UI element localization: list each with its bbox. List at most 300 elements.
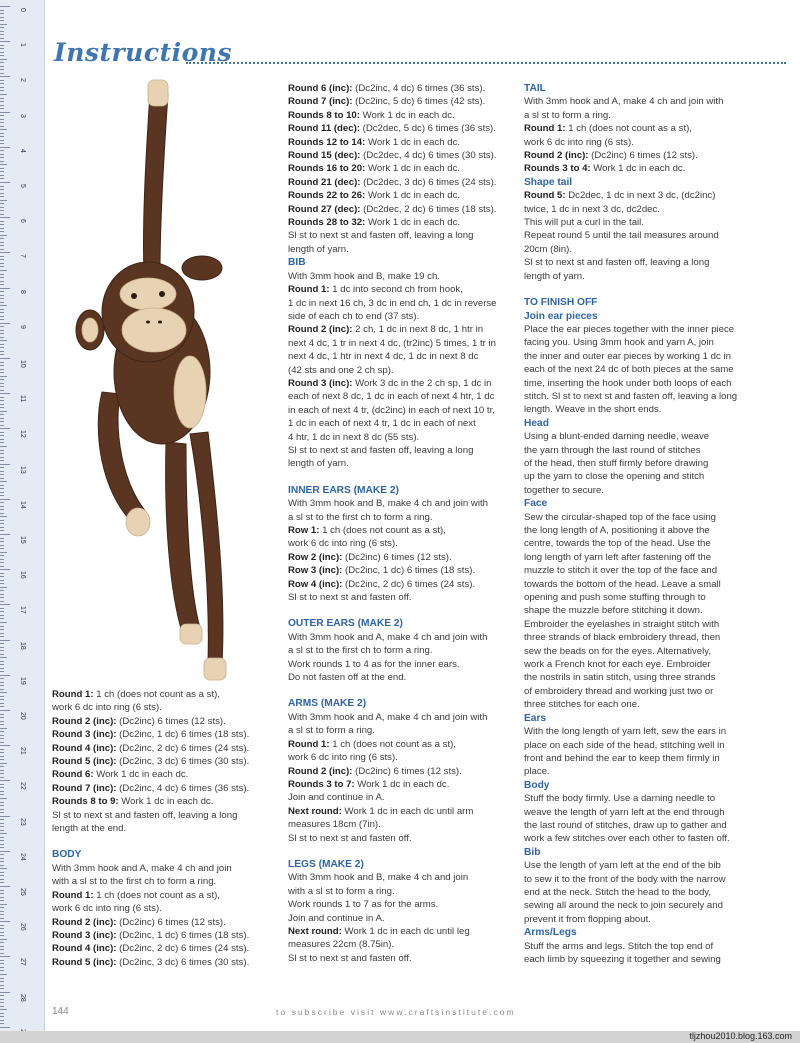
round-label: Row 3 (inc): (288, 565, 343, 577)
round-label: Rounds 8 to 9: (52, 796, 119, 808)
round-label: Round 1: (288, 284, 330, 296)
round-text: (Dc2inc, 1 dc) 6 times (18 sts). (116, 929, 250, 941)
monkey-left-foot (180, 624, 202, 644)
instruction-line: stitch. Sl st to next st and fasten off, leaving a long (524, 390, 738, 402)
round-label: Round 21 (dec): (288, 176, 361, 188)
ruler-tick (0, 460, 4, 461)
ruler-tick (0, 685, 4, 686)
instruction-round (288, 564, 514, 577)
ruler-tick (0, 696, 4, 697)
ruler-tick (0, 689, 4, 690)
ruler-tick (0, 59, 7, 60)
ruler-tick (0, 446, 7, 447)
ruler-tick (0, 886, 10, 887)
monkey-bib (174, 356, 206, 428)
ruler-tick (0, 509, 4, 510)
ruler-tick (0, 657, 7, 658)
ruler-tick (0, 41, 10, 42)
instruction-line: 20cm (8in). (524, 243, 572, 255)
round-text: Work 1 dc in each dc. (365, 163, 461, 175)
ruler-tick (0, 450, 4, 451)
instruction-line: measures 22cm (8.75in). (288, 939, 395, 951)
ruler-tick (0, 882, 4, 883)
instruction-round (288, 109, 514, 122)
ruler-tick (0, 284, 4, 285)
instruction-line: weave the length of yarn left at the end through (524, 806, 725, 818)
ruler-tick (0, 326, 4, 327)
instruction-line: 1 dc in next 16 ch, 3 dc in end ch, 1 dc in reverse (288, 297, 497, 309)
round-label: Round 5 (inc): (52, 756, 117, 768)
ruler-tick (0, 305, 7, 306)
section-heading: Ears (524, 712, 547, 724)
instruction-round (288, 925, 514, 938)
ruler-number: 15 (19, 536, 26, 544)
instruction-round (52, 688, 274, 701)
ruler-number: 19 (19, 676, 26, 685)
instruction-round (288, 551, 514, 564)
round-label: Rounds 22 to 26: (288, 190, 366, 202)
round-text: (Dc2inc) 6 times (12 sts). (588, 150, 698, 162)
ruler-tick (0, 1023, 4, 1024)
ruler-tick (0, 249, 4, 250)
instruction-line: each of the next 24 dc of both pieces at the same (524, 364, 734, 376)
ruler-tick (0, 323, 10, 324)
ruler-tick (0, 69, 4, 70)
ruler-tick (0, 668, 4, 669)
ruler-tick (0, 157, 4, 158)
ruler-tick (0, 541, 4, 542)
ruler-tick (0, 281, 4, 282)
ruler-tick (0, 706, 4, 707)
ruler-tick (0, 453, 4, 454)
ruler-tick (0, 911, 4, 912)
ruler-tick (0, 407, 4, 408)
instruction-line: each of next 8 dc, 1 dc in each of next 4 htr, 1 dc (288, 391, 495, 403)
round-label: Round 2 (inc): (288, 324, 353, 336)
ruler-tick (0, 530, 4, 531)
round-text: Work 1 dc in each dc. (359, 109, 455, 121)
ruler-tick (0, 925, 4, 926)
ruler-tick (0, 414, 4, 415)
instruction-line: Join and continue in A. (288, 792, 385, 804)
round-label: Next round: (288, 805, 342, 817)
ruler-tick (0, 488, 4, 489)
monkey-right-foot (204, 658, 226, 680)
ruler-tick (0, 154, 4, 155)
instruction-line: together to secure. (524, 484, 604, 496)
ruler-number: 20 (19, 712, 26, 720)
ruler-tick (0, 358, 10, 359)
ruler-tick (0, 457, 4, 458)
ruler-tick (0, 956, 10, 957)
ruler-tick (0, 678, 4, 679)
ruler-tick (0, 773, 4, 774)
instruction-line: With 3mm hook and B, make 19 ch. (288, 270, 440, 282)
ruler-tick (0, 935, 4, 936)
ruler-tick (0, 636, 4, 637)
ruler-tick (0, 76, 10, 77)
instruction-round (288, 136, 514, 149)
ruler-tick (0, 854, 4, 855)
ruler-tick (0, 861, 4, 862)
ruler-tick (0, 393, 10, 394)
ruler-tick (0, 228, 4, 229)
ruler-tick (0, 193, 4, 194)
ruler-tick (0, 809, 4, 810)
ruler-tick (0, 647, 4, 648)
ruler-tick (0, 45, 4, 46)
instruction-line: the last round of stitches, draw up to gather and (524, 819, 727, 831)
ruler-tick (0, 545, 4, 546)
spacer (288, 471, 514, 484)
ruler-tick (0, 752, 4, 753)
ruler-tick (0, 168, 4, 169)
instruction-line: (42 sts and one 2 ch sp). (288, 364, 394, 376)
round-label: Rounds 28 to 32: (288, 217, 366, 229)
ruler-tick (0, 907, 4, 908)
round-label: Row 2 (inc): (288, 551, 343, 563)
section-heading: Face (524, 498, 548, 510)
section-heading: ARMS (MAKE 2) (288, 698, 367, 710)
ruler-tick (0, 967, 4, 968)
round-label: Rounds 12 to 14: (288, 136, 366, 148)
ruler-number: 16 (19, 571, 26, 579)
instruction-line: with a sl st to form a ring. (288, 885, 395, 897)
instruction-round (52, 916, 274, 929)
ruler-tick (0, 826, 4, 827)
ruler-tick (0, 119, 4, 120)
ruler-tick (0, 13, 4, 14)
round-label: Rounds 16 to 20: (288, 163, 366, 175)
instruction-line: With 3mm hook and A, make 4 ch and join with (288, 711, 488, 723)
ruler-tick (0, 136, 4, 137)
instruction-line: work a French knot for each eye. Embroider (524, 659, 711, 671)
ruler-tick (0, 879, 4, 880)
ruler-tick (0, 418, 4, 419)
instruction-round (288, 578, 514, 591)
instruction-line: with a sl st to the first ch to form a ring. (52, 876, 217, 888)
ruler-tick (0, 759, 4, 760)
ruler-tick (0, 731, 4, 732)
ruler-tick (0, 354, 4, 355)
instruction-line: time, inserting the hook under both loops of each (524, 377, 732, 389)
column-left (52, 688, 274, 969)
ruler-tick (0, 140, 4, 141)
ruler-tick (0, 471, 4, 472)
instruction-round (524, 189, 756, 202)
ruler-tick (0, 492, 4, 493)
round-text: (Dc2inc, 2 dc) 6 times (24 sts). (342, 578, 476, 590)
instruction-round (52, 942, 274, 955)
ruler-tick (0, 171, 4, 172)
instruction-line: shape the muzzle before stitching it down. (524, 605, 703, 617)
ruler-tick (0, 629, 4, 630)
ruler-tick (0, 520, 4, 521)
round-label: Round 7 (inc): (52, 782, 117, 794)
round-text: 1 ch (does not count as a st), (565, 123, 692, 135)
round-text: 1 dc into second ch from hook, (329, 284, 463, 296)
round-label: Round 2 (inc): (524, 150, 589, 162)
ruler-tick (0, 467, 4, 468)
ruler-tick (0, 129, 7, 130)
spacer (524, 283, 756, 296)
ruler-tick (0, 974, 7, 975)
instruction-round (52, 929, 274, 942)
ruler-tick (0, 150, 4, 151)
ruler-tick (0, 728, 7, 729)
round-text: (Dc2inc, 3 dc) 6 times (30 sts). (116, 756, 250, 768)
ruler-tick (0, 904, 7, 905)
ruler-tick (0, 805, 4, 806)
ruler-tick (0, 105, 4, 106)
instruction-line: muzzle to stitch it over the top of the face and (524, 565, 718, 577)
ruler-tick (0, 108, 4, 109)
ruler-tick (0, 298, 4, 299)
instruction-line: twice, 1 dc in next 3 dc, dc2dec. (524, 203, 660, 215)
ruler-tick (0, 386, 4, 387)
ruler-tick (0, 231, 4, 232)
ruler-tick (0, 238, 4, 239)
instruction-line: Join and continue in A. (288, 912, 385, 924)
ruler-number: 10 (19, 360, 26, 368)
ruler-tick (0, 425, 4, 426)
ruler-tick (0, 1006, 4, 1007)
instruction-line: three stitches for each one. (524, 699, 640, 711)
instruction-line: 1 dc in each of next 4 tr, 1 dc in each of next (288, 418, 476, 430)
ruler-tick (0, 98, 4, 99)
instruction-line: three strands of black embroidery thread, then (524, 632, 721, 644)
ruler-number: 28 (19, 993, 26, 1002)
ruler-tick (0, 893, 4, 894)
section-heading: Bib (524, 846, 541, 858)
ruler-tick (0, 224, 4, 225)
ruler-tick (0, 717, 4, 718)
ruler-tick (0, 837, 4, 838)
instruction-line: Embroider the eyelashes in straight stitch with (524, 618, 720, 630)
instruction-line: the yarn through the last round of stitches (524, 444, 701, 456)
ruler-tick (0, 981, 4, 982)
ruler-tick (0, 928, 4, 929)
ruler-tick (0, 379, 4, 380)
ruler-tick (0, 995, 4, 996)
ruler-tick (0, 474, 4, 475)
ruler-number: 5 (19, 184, 26, 188)
instruction-line: With 3mm hook and A, make 4 ch and join (52, 862, 232, 874)
instruction-line: work 6 dc into ring (6 sts). (52, 903, 162, 915)
instruction-round (288, 524, 514, 537)
instruction-round (52, 795, 274, 808)
ruler-tick (0, 143, 4, 144)
ruler-tick (0, 703, 4, 704)
ruler-tick (0, 495, 4, 496)
ruler-tick (0, 661, 4, 662)
ruler-tick (0, 650, 4, 651)
ruler-tick (0, 83, 4, 84)
instruction-round (288, 82, 514, 95)
ruler-tick (0, 309, 4, 310)
round-text: (Dc2dec, 4 dc) 6 times (30 sts). (360, 150, 497, 162)
section-heading: Join ear pieces (524, 310, 598, 322)
ruler-tick (0, 1020, 4, 1021)
ruler-tick (0, 622, 7, 623)
ruler-number: 26 (19, 923, 26, 931)
ruler-tick (0, 266, 4, 267)
ruler-tick (0, 590, 4, 591)
ruler-tick (0, 724, 4, 725)
ruler-tick (0, 196, 4, 197)
ruler-tick (0, 830, 4, 831)
ruler-tick (0, 428, 10, 429)
ruler-tick (0, 90, 4, 91)
round-label: Rounds 3 to 4: (524, 163, 591, 175)
instruction-line: Sl st to next st and fasten off, leaving a long (524, 257, 710, 269)
round-text: Work 1 dc in each dc. (365, 217, 461, 229)
instruction-line: This will put a curl in the tail. (524, 217, 644, 229)
instruction-line: place on each side of the head, stitching well in (524, 739, 725, 751)
ruler-tick (0, 10, 4, 11)
ruler-tick (0, 186, 4, 187)
round-text: Work 1 dc in each dc. (590, 163, 686, 175)
instruction-line: work 6 dc into ring (6 sts). (52, 702, 162, 714)
monkey-left-inner-ear (82, 318, 98, 342)
ruler-tick (0, 291, 4, 292)
ruler-tick (0, 664, 4, 665)
ruler-tick (0, 17, 4, 18)
ruler-tick (0, 587, 7, 588)
subscribe-footer: to subscribe visit www.craftsinstitute.com (276, 1007, 516, 1017)
round-text: 1 ch (does not count as a st), (93, 889, 220, 901)
ruler-number: 14 (19, 500, 26, 509)
section-heading: BIB (288, 257, 306, 269)
monkey-face (120, 278, 176, 310)
ruler-tick (0, 122, 4, 123)
instruction-round (288, 738, 514, 751)
instruction-line: length of yarn. (288, 243, 349, 255)
instruction-line: end at the neck. Stitch the head to the body, (524, 886, 712, 898)
ruler-tick (0, 583, 4, 584)
instruction-line: Using a blunt-ended darning needle, weave (524, 431, 710, 443)
round-text: 1 ch (does not count as a st), (329, 738, 456, 750)
round-label: Round 15 (dec): (288, 150, 361, 162)
instruction-round (288, 176, 514, 189)
monkey-right-nostril (158, 321, 162, 324)
ruler-tick (0, 383, 4, 384)
instruction-line: Sl st to next st and fasten off, leaving a long (288, 230, 474, 242)
instruction-line: long length of yarn left after fastening off the (524, 551, 712, 563)
ruler-tick (0, 24, 7, 25)
ruler-tick (0, 999, 4, 1000)
ruler-tick (0, 576, 4, 577)
ruler-tick (0, 608, 4, 609)
monkey-right-ear (182, 256, 222, 280)
instruction-line: length. Weave in the short ends. (524, 404, 662, 416)
round-label: Round 6 (inc): (288, 83, 353, 94)
instruction-round (524, 149, 756, 162)
instruction-line: With 3mm hook and A, make 4 ch and join with (288, 631, 488, 643)
round-label: Row 4 (inc): (288, 578, 343, 590)
page-number: 144 (52, 1006, 69, 1017)
instruction-round (288, 323, 514, 336)
instruction-line: With 3mm hook and B, make 4 ch and join with (288, 498, 488, 510)
ruler-tick (0, 101, 4, 102)
ruler-tick (0, 942, 4, 943)
instruction-line: Work rounds 1 to 4 as for the inner ears. (288, 658, 460, 670)
instruction-line: centre, towards the top of the head. Use the (524, 538, 711, 550)
ruler-tick (0, 288, 10, 289)
round-label: Round 5 (inc): (52, 956, 117, 968)
instruction-line: Sl st to next st and fasten off. (288, 592, 412, 604)
ruler-tick (0, 963, 4, 964)
ruler-number: 6 (19, 219, 26, 224)
ruler-tick (0, 34, 4, 35)
ruler-tick (0, 872, 4, 873)
instruction-line: in each of next 4 tr, (dc2inc) in each of next 10 tr, (288, 404, 495, 416)
instruction-line: length at the end. (52, 823, 127, 835)
ruler-tick (0, 344, 4, 345)
instruction-line: next 4 dc, 1 htr in next 4 dc, 1 dc in next 8 dc (288, 351, 479, 363)
ruler-tick (0, 798, 7, 799)
instruction-line: Do not fasten off at the end. (288, 672, 407, 684)
instruction-line: work 6 dc into ring (6 sts). (288, 538, 398, 550)
instruction-line: side of each ch to end (37 sts). (288, 310, 420, 322)
instruction-round (524, 162, 756, 175)
ruler-number: 21 (19, 747, 26, 755)
ruler-tick (0, 347, 4, 348)
ruler-tick (0, 654, 4, 655)
ruler-tick (0, 847, 4, 848)
round-label: Rounds 3 to 7: (288, 778, 355, 790)
ruler-tick (0, 376, 7, 377)
ruler-tick (0, 566, 4, 567)
ruler-number: 3 (19, 113, 26, 118)
ruler-tick (0, 256, 4, 257)
ruler-tick (0, 738, 4, 739)
ruler-tick (0, 735, 4, 736)
round-text: (Dc2inc, 1 dc) 6 times (18 sts). (342, 565, 476, 577)
ruler-tick (0, 640, 10, 641)
ruler-tick (0, 721, 4, 722)
ruler-tick (0, 932, 4, 933)
round-text: (Dc2inc) 6 times (12 sts). (342, 551, 452, 563)
ruler-tick (0, 802, 4, 803)
ruler-tick (0, 295, 4, 296)
round-text: Dc2dec, 1 dc in next 3 dc, (dc2inc) (565, 190, 716, 202)
section-heading: BODY (52, 849, 82, 861)
instruction-round (288, 162, 514, 175)
ruler-number: 25 (19, 888, 26, 896)
ruler-tick (0, 787, 4, 788)
ruler-tick (0, 604, 10, 605)
round-text: (Dc2inc, 2 dc) 6 times (24 sts). (116, 943, 250, 955)
round-label: Round 2 (inc): (52, 715, 117, 727)
round-text: Work 1 dc in each dc. (365, 136, 461, 148)
round-label: Round 3 (inc): (288, 377, 353, 389)
ruler-tick (0, 147, 10, 148)
round-text: (Dc2dec, 3 dc) 6 times (24 sts). (360, 176, 497, 188)
round-label: Round 4 (inc): (52, 742, 117, 754)
ruler-tick (0, 763, 7, 764)
ruler-tick (0, 573, 4, 574)
round-text: (Dc2inc, 4 dc) 6 times (36 sts). (116, 782, 250, 794)
ruler-tick (0, 464, 10, 465)
ruler-tick (0, 865, 4, 866)
ruler-tick (0, 259, 4, 260)
ruler-number: 8 (19, 289, 26, 294)
ruler-tick (0, 569, 10, 570)
ruler-tick (0, 756, 4, 757)
ruler-tick (0, 675, 10, 676)
ruler-tick (0, 38, 4, 39)
